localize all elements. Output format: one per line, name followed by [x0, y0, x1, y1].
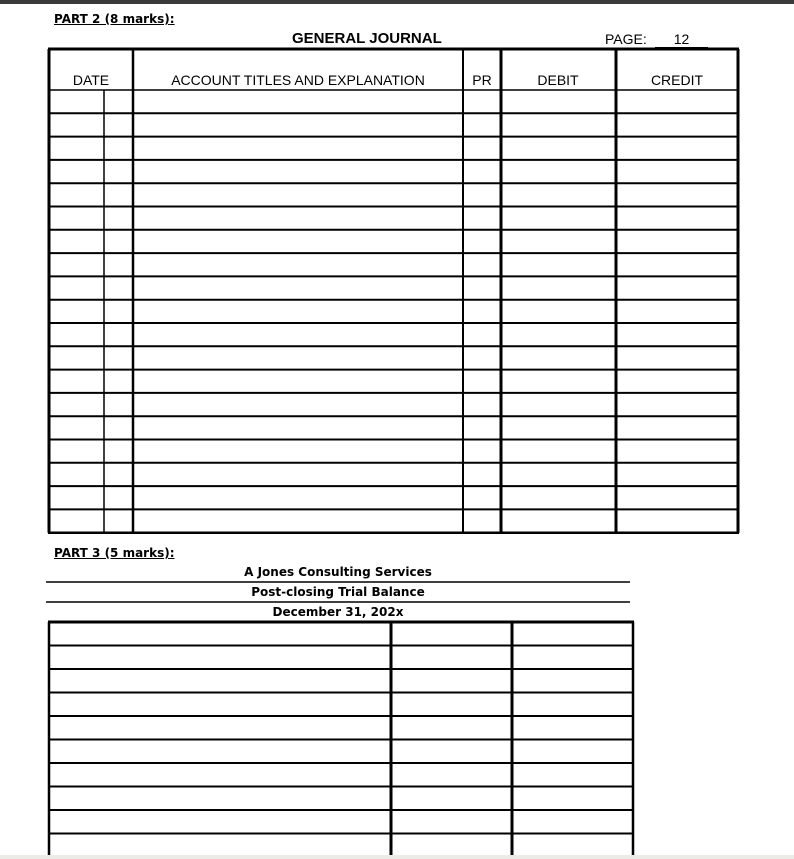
trial-balance-date: December 31, 202x	[272, 605, 404, 619]
part2-label: PART 2 (8 marks):	[54, 12, 175, 26]
col-header-account: ACCOUNT TITLES AND EXPLANATION	[171, 72, 425, 88]
col-header-credit: CREDIT	[650, 72, 704, 88]
trial-balance-company: A Jones Consulting Services	[244, 565, 432, 579]
window-bottom-edge	[0, 855, 794, 859]
page-number: 12	[655, 31, 708, 48]
trial-balance-statement: Post-closing Trial Balance	[251, 585, 425, 599]
page-label: PAGE:	[605, 31, 647, 47]
col-header-pr: PR	[472, 72, 492, 88]
journal-title: GENERAL JOURNAL	[292, 30, 442, 47]
part3-label: PART 3 (5 marks):	[54, 546, 175, 560]
col-header-date: DATE	[72, 72, 110, 88]
col-header-debit: DEBIT	[537, 72, 579, 88]
